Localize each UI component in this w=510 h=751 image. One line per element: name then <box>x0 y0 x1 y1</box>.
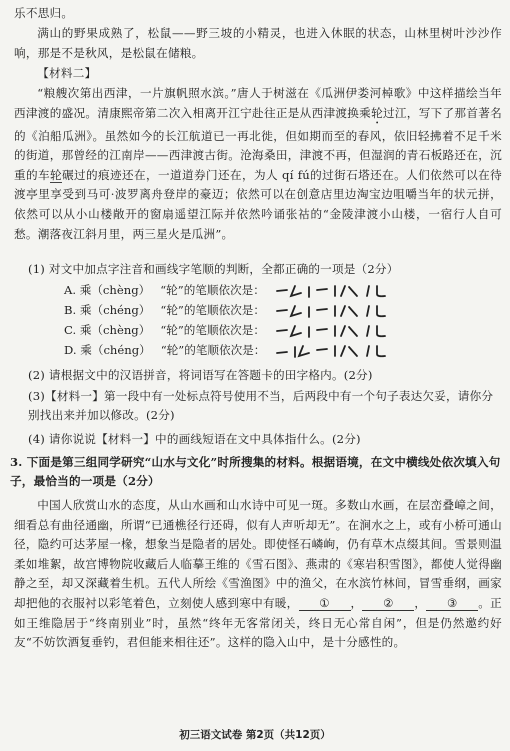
stroke-order-icon <box>273 323 395 339</box>
question-1: (1) 对文中加点字注音和画线字笔顺的判断，全都正确的一项是（2分） <box>28 262 399 276</box>
top-line: 乐不思归。 <box>14 6 74 20</box>
blank-2: ② <box>362 596 414 611</box>
dotted-char: 轮 <box>371 105 383 120</box>
option-c: C. 乘（chèng） “轮”的笔顺依次是： <box>64 321 395 339</box>
option-d: D. 乘（chéng） “轮”的笔顺依次是： <box>64 341 395 359</box>
option-a: A. 乘（chèng） “轮”的笔顺依次是： <box>64 281 395 299</box>
page-footer: 初三语文试卷 第2页（共12页） <box>179 729 331 741</box>
underlined-char: 轮 <box>50 167 62 182</box>
question-4: (4) 请你说说【材料一】中的画线短语在文中具体指什么。(2分) <box>28 432 361 446</box>
stroke-order-icon <box>273 303 395 319</box>
section-3-prompt: 3. 下面是第三组同学研究“山水与文化”时所搜集的材料。根据语境，在文中横线处依次填入句子，最恰当的一项是（2分） <box>10 455 501 488</box>
option-b: B. 乘（chéng） “轮”的笔顺依次是： <box>64 301 395 319</box>
blank-3: ③ <box>426 596 478 611</box>
blank-1: ① <box>299 596 351 611</box>
paragraph-3: 中国人欣赏山水的态度，从山水画和山水诗中可见一斑。多数山水画，在层峦叠嶂之间，细看总有曲径通幽，所谓“已通樵径行还碍，似有人声听却无”。在涧水之上，或有小桥可通山径，隐约可达茅屋一椽，想象当是隐者的居处。即使怪石嶙峋，仍有草木点缀其间。雪景则温柔如堆絮，故宫博物院收藏后人临摹王维的《雪石图》、燕肃的《寒岩积雪图》，都使人觉得幽静之至，却又深藏着生机。五代人所绘《雪渔图》中的渔父，在水滨竹林间，冒雪垂纲，画家却把他的衣服衬以彩笔着色，立刻使人感到寒中有暖， ① ， ② ， ③ 。正如王维隐居于“终南别业”时，虽然“终年无客常闭关，终日无心常自闲”，但是仍然邀约好友“不妨饮酒复垂钓，君但能来相往还”。这样的隐入山中，是十分感性的。 <box>14 498 502 650</box>
material-2-heading: 【材料二】 <box>37 66 97 80</box>
paragraph-2: “粮艘次第出西津，一片旗帆照水滨。”唐人于树滋在《瓜洲伊娄河棹歌》中这样描绘当年西津渡的盛况。清康熙帝第二次入相离开江宁赴往正是从西津渡换乘轮过江，写下了那首著名的《泊船瓜洲》。虽然如今的长江航道已一再北徙，但如期而至的春风，依旧轻拂着不足千米的街道，那曾经的江南岸——西津渡古街。沧海桑田，津渡不再，但湿润的青石板路还在，沉重的车轮碾过的痕迹还在，一道道券门还在，为人 qí fú的过街石塔还在。人们依然可以在待渡亭里享受到马可·波罗离舟登岸的豪迈；依然可以在创意店里边淘宝边咀嚼当年的状元拼，依然可以从小山楼敞开的窗扇遥望江际并依然吟诵张祜的“金陵津渡小山楼，一宿行人自可愁。潮落夜江斜月里，两三星火是瓜洲”。 <box>14 86 502 241</box>
question-2: (2) 请根据文中的汉语拼音，将词语写在答题卡的田字格内。(2分) <box>28 368 373 382</box>
paragraph-1: 满山的野果成熟了，松鼠——野三坡的小精灵，也进入休眠的状态，山林里树叶沙沙作响，那是不是秋风，是松鼠在储粮。 <box>14 26 502 60</box>
question-3: (3)【材料一】第一段中有一处标点符号使用不当，后两段中有一个句子表达欠妥，请你分别找出来并加以修改。(2分) <box>28 389 494 422</box>
stroke-order-icon <box>273 343 395 359</box>
stroke-order-icon <box>273 283 395 299</box>
